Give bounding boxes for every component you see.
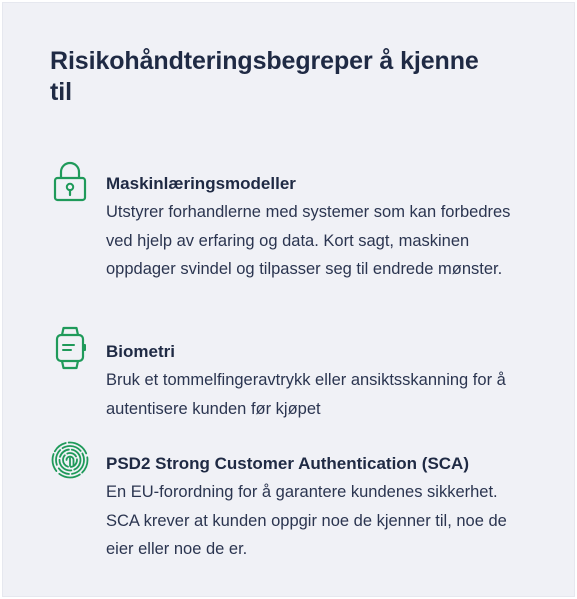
fingerprint-icon	[50, 438, 90, 482]
smartwatch-icon	[50, 326, 90, 370]
item-title: PSD2 Strong Customer Authentication (SCA)	[106, 454, 469, 473]
item-description: Utstyrer forhandlerne med systemer som kan forbedres ved hjelp av erfaring og data. Kort sagt, maskinen oppdager svindel og tilpasser seg til endrede mønster.	[106, 203, 511, 278]
padlock-icon	[50, 158, 90, 202]
item-title: Maskinlæringsmodeller	[106, 174, 296, 193]
content-card	[2, 2, 575, 597]
item-title: Biometri	[106, 342, 175, 361]
item-description: Bruk et tommelfingeravtrykk eller ansiktsskanning for å autentisere kunden før kjøpet	[106, 371, 506, 418]
page-title: Risikohåndteringsbegreper å kjenne til	[50, 47, 479, 106]
item-description: En EU-forordning for å garantere kundenes sikkerhet. SCA krever at kunden oppgir noe de kjenner til, noe de eier eller noe de er.	[106, 483, 507, 558]
